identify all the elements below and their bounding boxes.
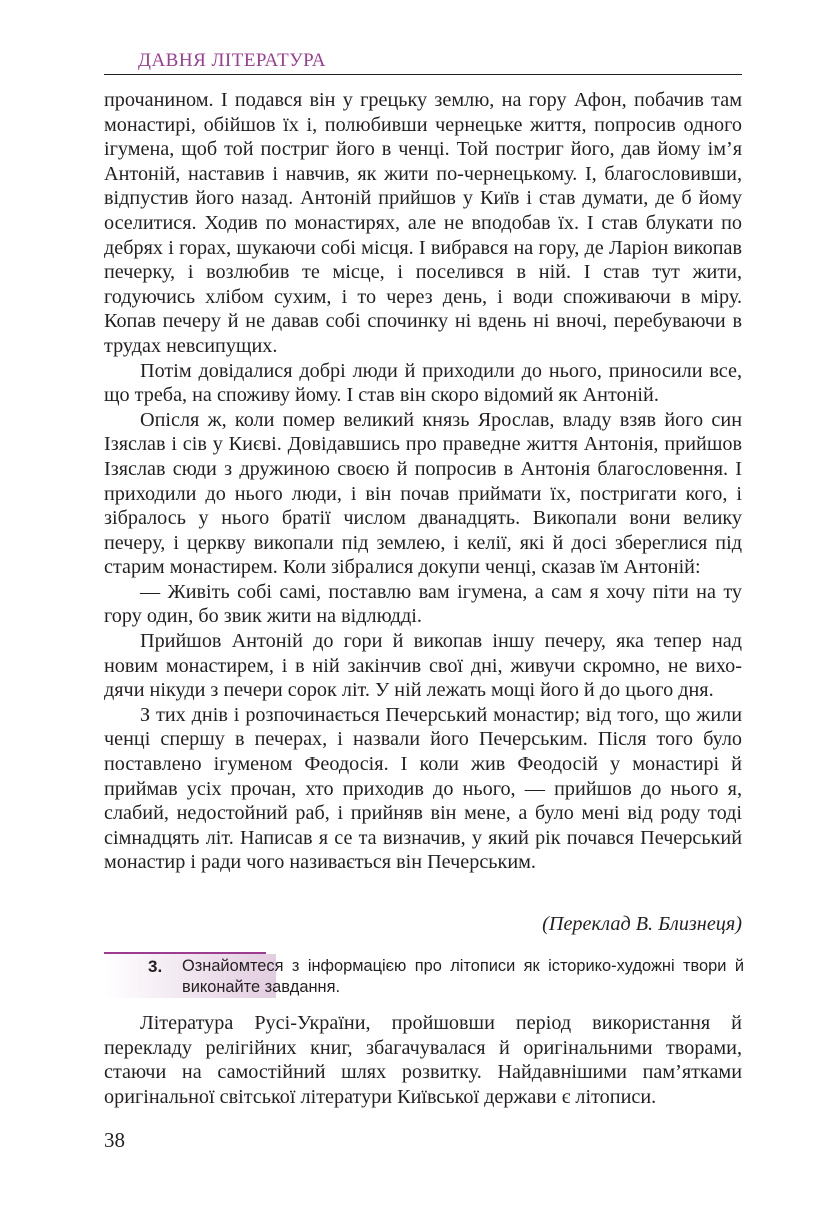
running-header — [104, 48, 742, 75]
paragraph: прочанином. І подався він у грецьку землю, на гору Афон, побачив там монастирі, обійшов їх і, полюбивши чернецьке життя, попросив одного ігумена, щоб той постриг його в ченці. Той постриг його, дав йому ім’я Антоній, наставив і навчив, як жити по-чернецькому. І, благословивши, відпустив його назад. Антоній прийшов у Київ і став думати, де б йому оселитися. Ходив по монастирях, але не вподобав їх. І став блукати по дебрях і горах, шукаючи собі місця. І вибрався на гору, де Ларіон викопав печерку, і возлюбив те місце, і поселився в ній. І став тут жити, годуючись хлібом сухим, і то через день, і води споживаючи в міру. Копав печеру й не давав собі спочинку ні вдень ні вночі, перебуваючи в трудах невсипущих. — [104, 89, 742, 357]
page-number: 38 — [104, 1128, 125, 1152]
task-block — [104, 952, 742, 1000]
task-text: Ознайомтеся з інформацією про літописи як історико-художні твори й виконайте завдання. — [182, 957, 744, 996]
paragraph: Потім довідалися добрі люди й приходили до нього, приносили все, що треба, на споживу йому. І став він скоро відомий як Антоній. — [104, 359, 742, 407]
paragraph: Опісля ж, коли помер великий князь Ярослав, владу взяв його син Ізяслав і сів у Києві. Довідавшись про праведне життя Антонія, прийшов Ізяслав сюди з дружиною своєю й попросив в Антонія благословення. І приходили до нього люди, і він почав приймати їх, постригати кого, і зібралось у нього братії числом дванадцять. Викопали вони велику печеру, і церкву викопали під землею, і келії, які й досі збереглися під старим монастирем. Коли зібралися докупи ченці, сказав їм Антоній: — [104, 408, 742, 579]
paragraph: Література Русі-України, пройшовши період використання й перекладу релігійних книг, збагачувалася й оригінальними творами, стаючи на самостійний шлях розвитку. Найдавнішими пам’ятками оригінальної світської літератури Київської держави є літописи. — [104, 1012, 742, 1108]
closing-text — [104, 1011, 742, 1109]
main-text — [104, 88, 742, 875]
translation-credit: (Переклад В. Близнеця) — [542, 913, 742, 935]
task-number: 3. — [148, 957, 163, 976]
quote-paragraph: — Живіть собі самі, поставлю вам ігумена, а сам я хочу піти на ту гору один, бо звик жити на відлюдді. — [104, 580, 742, 628]
section-title: ДАВНЯ ЛІТЕРАТУРА — [138, 50, 327, 71]
paragraph: Прийшов Антоній до гори й викопав іншу печеру, яка тепер над новим монастирем, і в ній закінчив свої дні, живучи скромно, не виходячи нікуди з печери сорок літ. У ній лежать мощі його й до цього дня. — [104, 630, 742, 702]
paragraph: З тих днів і розпочинається Печерський монастир; від того, що жили ченці спершу в печерах, і назвали його Печерським. Після того було поставлено ігуменом Феодосія. І коли жив Феодосій у монастирі й приймав усіх прочан, хто приходив до нього, — прийшов до нього я, слабий, недостойний раб, і прийняв він мене, а було мені від роду тоді сімнадцять літ. Написав я се та визначив, у який рік почався Печерський монастир і ради чого називається він Печерським. — [104, 703, 742, 874]
